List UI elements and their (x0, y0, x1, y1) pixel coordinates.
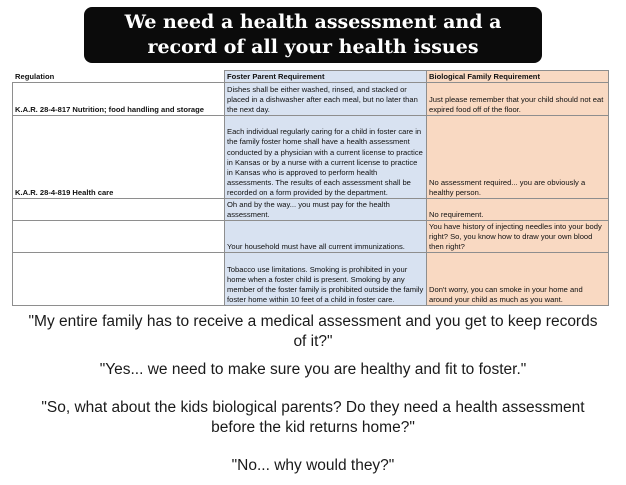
quote-agency-reply: "No... why would they?" (231, 457, 395, 474)
header-regulation: Regulation (13, 71, 225, 83)
header-biological-family: Biological Family Requirement (427, 71, 609, 83)
regulation-cell (13, 199, 225, 221)
biological-cell: No requirement. (427, 199, 609, 221)
foster-cell: Your household must have all current immunizations. (225, 221, 427, 253)
regulation-cell: K.A.R. 28-4-817 Nutrition; food handling and storage (13, 83, 225, 116)
banner-line-1: We need a health assessment and a (124, 11, 502, 33)
quote-foster-parent-question: "My entire family has to receive a medical assessment and you get to keep records of it?" (28, 313, 598, 350)
table-row (13, 221, 609, 253)
foster-cell: Dishes shall be either washed, rinsed, and stacked or placed in a dishwasher after each meal, but no later than the next day. (225, 83, 427, 116)
banner-line-2: record of all your health issues (147, 36, 479, 58)
biological-cell: No assessment required... you are obviously a healthy person. (427, 116, 609, 199)
table-row (13, 253, 609, 306)
biological-cell: You have history of injecting needles into your body right? So, you know how to draw your own blood then right? (427, 221, 609, 253)
regulation-comparison-table (12, 70, 609, 306)
title-banner (84, 7, 542, 63)
quote-agency-answer: "Yes... we need to make sure you are healthy and fit to foster." (99, 361, 527, 378)
regulation-cell (13, 253, 225, 306)
biological-cell: Don't worry, you can smoke in your home and around your child as much as you want. (427, 253, 609, 306)
regulation-cell: K.A.R. 28-4-819 Health care (13, 116, 225, 199)
quote-biological-question: "So, what about the kids biological parents? Do they need a health assessment before the kid returns home?" (41, 399, 585, 436)
table-row (13, 83, 609, 116)
biological-cell: Just please remember that your child should not eat expired food off of the floor. (427, 83, 609, 116)
table-row (13, 116, 609, 199)
table-header-row (13, 71, 609, 83)
foster-cell: Each individual regularly caring for a child in foster care in the family foster home shall have a health assessment conducted by a physician with a current license to practice in Kansas or by a nurse with a current license to practice in Kansas who is approved to perform health assessments. The results of each assessment shall be recorded on a form provided by the department. (225, 116, 427, 199)
table-row (13, 199, 609, 221)
foster-cell: Tobacco use limitations. Smoking is prohibited in your home when a foster child is present. Smoking by any member of the foster family is prohibited outside the family foster home within 10 feet of a child in foster care. (225, 253, 427, 306)
header-foster-parent: Foster Parent Requirement (225, 71, 427, 83)
regulation-cell (13, 221, 225, 253)
foster-cell: Oh and by the way... you must pay for the health assessment. (225, 199, 427, 221)
